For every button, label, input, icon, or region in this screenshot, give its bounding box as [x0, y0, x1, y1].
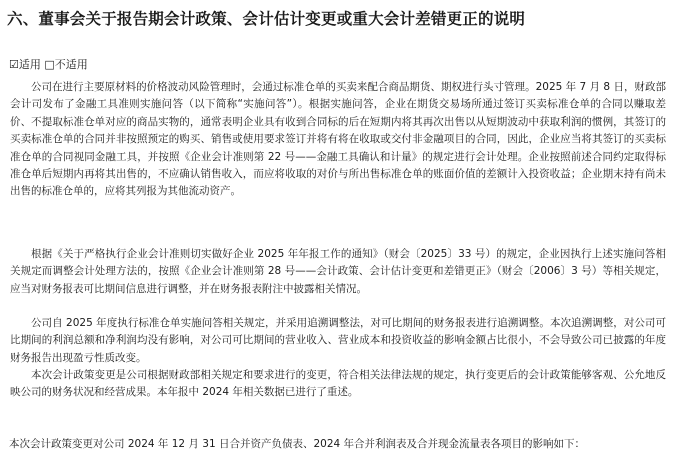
paragraph-change-conclusion: 本次会计政策变更是公司根据财政部相关规定和要求进行的变更，符合相关法律法规的规定，执行变更后的会计政策能够客观、公允地反映公司的财务状况和经营成果。本年报中 2024 年相关数据已进行了重述。 [10, 369, 666, 399]
applicability-marker: ☑适用 □不适用 [9, 58, 88, 71]
impact-table-intro: 本次会计政策变更对公司 2024 年 12 月 31 日合并资产负债表、2024 年合并利润表及合并现金流量表各项目的影响如下： [9, 438, 586, 450]
paragraph-retrospective-adjustment: 公司自 2025 年度执行标准仓单实施问答相关规定，并采用追溯调整法，对可比期间的财务报表进行追溯调整。本次追溯调整，对公司可比期间的利润总额和净利润均没有影响，对公司可比期间的营业收入、营业成本和投资收益的影响金额占比很小，不会导致公司已披露的年度财务报告出现盈亏性质改变。 [10, 317, 666, 364]
paragraph-standard-warrant-policy: 公司在进行主要原材料的价格波动风险管理时，会通过标准仓单的买卖来配合商品期货、期权进行头寸管理。2025 年 7 月 8 日，财政部会计司发布了金融工具准则实施问答（以下简称“实施问答”）。根据实施问答，企业在期货交易场所通过签订买卖标准仓单的合同以赚取差价、不提取标准仓单对应的商品实物的，通常表明企业具有收到合同标的后在短期内将其再次出售以从短期波动中获取利润的惯例，其签订的买卖标准仓单的合同并非按照预定的购买、销售或使用要求签订并将有将在收取或交付非金融项目的合同，因此，企业应当将其签订的买卖标准仓单的合同视同金融工具，并按照《企业会计准则第 22 号——金融工具确认和计量》的规定进行会计处理。企业按照前述合同约定取得标准仓单后短期内再将其出售的，不应确认销售收入，而应将收取的对价与所出售标准仓单的账面价值的差额计入投资收益；企业期末持有尚未出售的标准仓单的，应将其列报为其他流动资产。 [10, 81, 666, 198]
paragraph-regulatory-notice: 根据《关于严格执行企业会计准则切实做好企业 2025 年年报工作的通知》（财会〔2025〕33 号）的规定，企业因执行上述实施问答相关规定而调整会计处理方法的，按照《企业会计准则第 28 号——会计政策、会计估计变更和差错更正》（财会〔2006〕3 号）等相关规定，应当对财务报表可比期间信息进行调整，并在财务报表附注中披露相关情况。 [10, 248, 666, 295]
section-heading: 六、董事会关于报告期会计政策、会计估计变更或重大会计差错更正的说明 [7, 10, 526, 28]
